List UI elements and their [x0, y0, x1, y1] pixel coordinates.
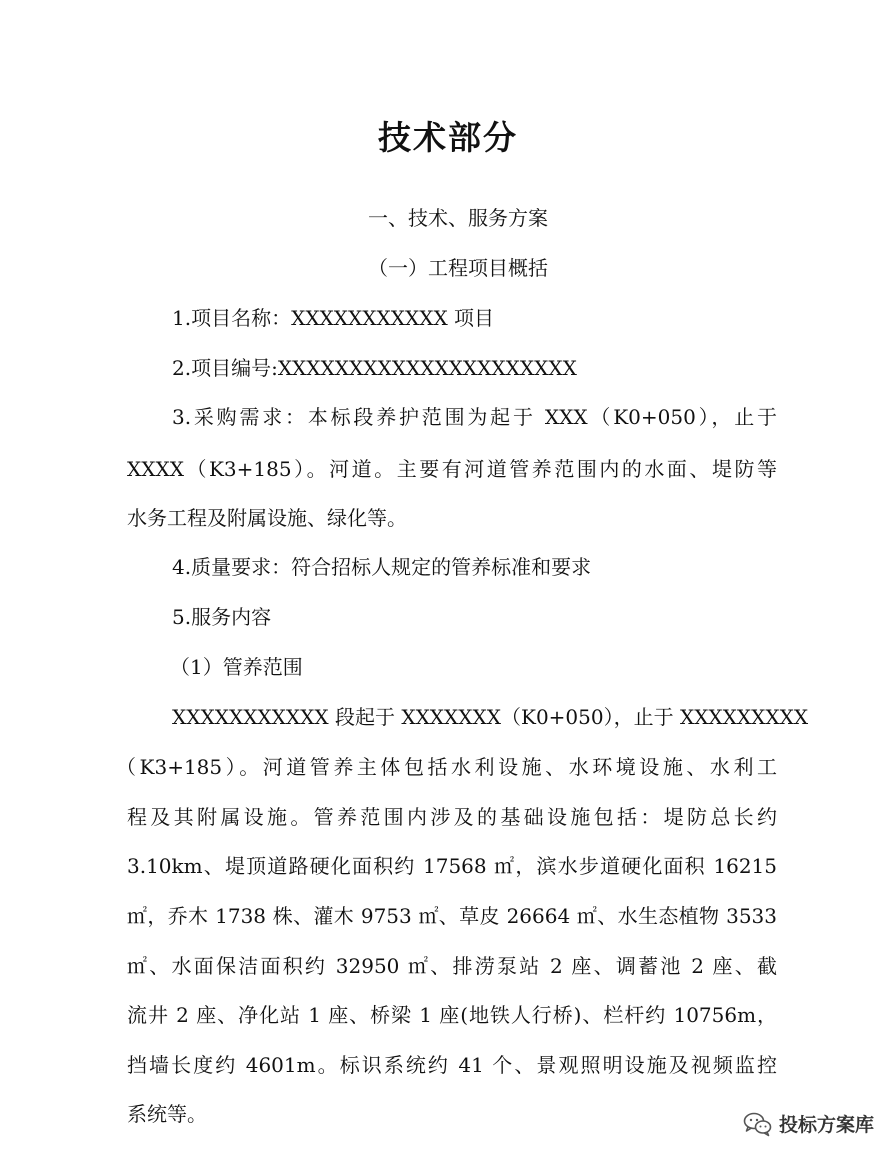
service-content-line: 5.服务内容 [172, 605, 272, 629]
procurement-line-1: 3.采购需求：本标段养护范围为起于 XXX（K0+050），止于 [172, 405, 777, 429]
section-heading: 一、技术、服务方案 [368, 206, 548, 230]
scope-paragraph-line: 系统等。 [127, 1102, 207, 1126]
scope-paragraph-line: XXXXXXXXXXX 段起于 XXXXXXX（K0+050），止于 XXXXXXXXX [172, 705, 809, 729]
project-name-line: 1.项目名称：XXXXXXXXXXX 项目 [172, 306, 495, 330]
scope-paragraph-line: （K3+185）。河道管养主体包括水利设施、水环境设施、水利工 [116, 755, 777, 779]
subsection-heading: （一）工程项目概括 [368, 256, 548, 280]
page-title: 技术部分 [378, 118, 518, 157]
watermark [743, 1110, 874, 1137]
scope-paragraph-line: 程及其附属设施。管养范围内涉及的基础设施包括：堤防总长约 [127, 805, 777, 829]
scope-paragraph-line: ㎡、水面保洁面积约 32950 ㎡、排涝泵站 2 座、调蓄池 2 座、截 [127, 954, 777, 978]
wechat-icon [743, 1111, 773, 1137]
watermark-text: 投标方案库 [778, 1114, 874, 1136]
project-number-line: 2.项目编号:XXXXXXXXXXXXXXXXXXXXX [172, 356, 577, 380]
scope-heading: （1）管养范围 [170, 655, 303, 679]
scope-paragraph-line: 流井 2 座、净化站 1 座、桥梁 1 座(地铁人行桥)、栏杆约 10756m， [127, 1003, 777, 1027]
scope-paragraph-line: 挡墙长度约 4601m。标识系统约 41 个、景观照明设施及视频监控 [127, 1053, 777, 1077]
procurement-line-3: 水务工程及附属设施、绿化等。 [127, 506, 407, 530]
scope-paragraph-line: 3.10km、堤顶道路硬化面积约 17568 ㎡，滨水步道硬化面积 16215 [127, 854, 777, 878]
procurement-line-2: XXXX（K3+185）。河道。主要有河道管养范围内的水面、堤防等 [127, 457, 777, 481]
quality-line: 4.质量要求：符合招标人规定的管养标准和要求 [172, 555, 592, 579]
scope-paragraph-line: ㎡，乔木 1738 株、灌木 9753 ㎡、草皮 26664 ㎡、水生态植物 3533 [127, 904, 777, 928]
